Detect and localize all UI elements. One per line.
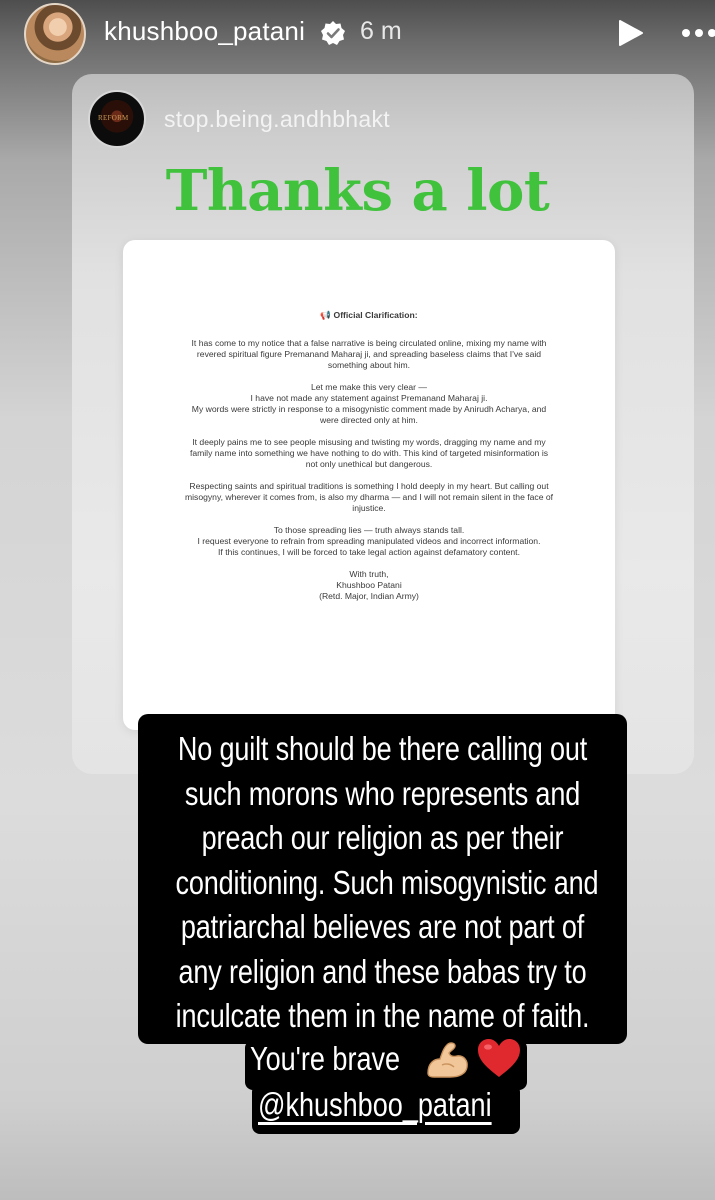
document-line: Let me make this very clear — xyxy=(310,382,428,392)
document-paragraph xyxy=(141,382,597,426)
document-line: something about him. xyxy=(327,360,411,370)
document-line: misogyny, wherever it comes from, is also my dharma — and I will not remain silent in the face of xyxy=(184,492,554,502)
verified-badge-icon xyxy=(320,20,346,46)
document-line: If this continues, I will be forced to take legal action against defamatory content. xyxy=(218,547,520,557)
caption-line: such morons who represents and xyxy=(184,774,581,812)
signature-line: With truth, xyxy=(349,569,389,579)
document-heading: 📢 Official Clarification: xyxy=(320,310,418,320)
document-line: It deeply pains me to see people misusing and twisting my words, dragging my name and my xyxy=(192,437,546,447)
story-header xyxy=(0,0,715,64)
repost-logo-text: REFORM xyxy=(98,114,129,122)
document-line: I request everyone to refrain from spreading manipulated videos and incorrect information. xyxy=(197,536,541,546)
document-signature xyxy=(141,569,597,602)
profile-avatar[interactable] xyxy=(24,3,86,65)
caption-line: patriarchal believes are not part of xyxy=(180,908,585,945)
flexed-biceps-icon xyxy=(424,1039,470,1079)
caption-line: preach our religion as per their xyxy=(201,819,564,856)
document-line: It has come to my notice that a false narrative is being circulated online, mixing my name with xyxy=(191,338,547,348)
signature-line: Khushboo Patani xyxy=(336,580,402,590)
clarification-document xyxy=(123,240,615,730)
document-line: To those spreading lies — truth always stands tall. xyxy=(273,525,465,535)
document-line: were directed only at him. xyxy=(320,415,418,425)
repost-avatar[interactable] xyxy=(88,90,146,148)
document-paragraph xyxy=(141,481,597,514)
mention-link[interactable]: @khushboo_patani xyxy=(258,1086,492,1123)
thanks-title: Thanks a lot xyxy=(165,158,550,224)
signature-line: (Retd. Major, Indian Army) xyxy=(319,591,419,601)
caption-line: conditioning. Such misogynistic and xyxy=(175,863,599,901)
caption-line: any religion and these babas try to xyxy=(178,952,587,990)
profile-username[interactable]: khushboo_patani xyxy=(104,16,306,46)
document-line: I have not made any statement against Premanand Maharaj ji. xyxy=(250,393,488,403)
play-icon[interactable] xyxy=(617,18,645,48)
brave-text: You're brave xyxy=(250,1040,401,1077)
document-paragraph xyxy=(141,437,597,470)
document-line: not only unethical but dangerous. xyxy=(305,459,433,469)
repost-username[interactable]: stop.being.andhbhakt xyxy=(164,106,390,132)
caption-line: No guilt should be there calling out xyxy=(177,730,588,767)
document-line: injustice. xyxy=(352,503,386,513)
document-paragraph xyxy=(141,338,597,371)
document-line: My words were strictly in response to a misogynistic comment made by Anirudh Acharya, and xyxy=(191,404,547,414)
caption-text xyxy=(175,727,599,1039)
red-heart-icon xyxy=(475,1037,523,1079)
caption-line: inculcate them in the name of faith. xyxy=(175,997,590,1034)
more-options-icon[interactable] xyxy=(680,28,715,38)
document-paragraph xyxy=(141,525,597,558)
document-body xyxy=(141,310,597,602)
document-line: revered spiritual figure Premanand Maharaj ji, and spreading baseless claims that I've said xyxy=(196,349,542,359)
post-time: 6 m xyxy=(360,17,402,45)
document-line: family name into something we have nothing to do with. This kind of targeted misinformation is xyxy=(189,448,549,458)
document-line: Respecting saints and spiritual traditions is something I hold deeply in my heart. But calling out xyxy=(189,481,549,491)
